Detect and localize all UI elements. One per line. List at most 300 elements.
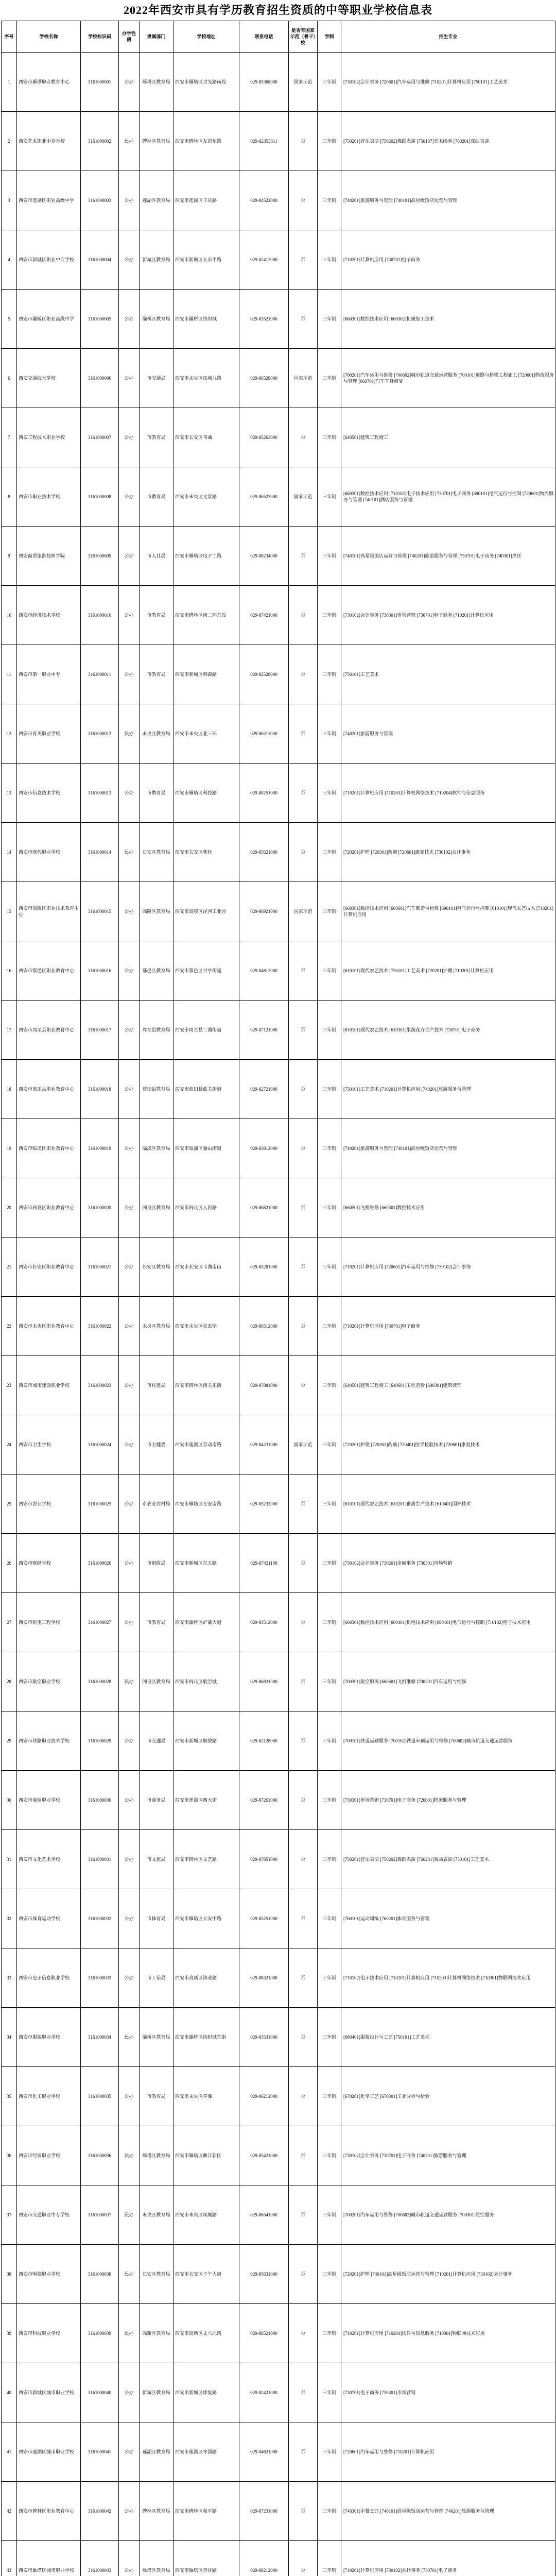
cell-school-name: 西安市现代职业学校 — [17, 823, 81, 882]
cell-address: 西安市未央区草滩 — [173, 2067, 239, 2126]
cell-no: 20 — [2, 1178, 17, 1238]
header-system: 学制 — [318, 21, 341, 53]
cell-majors: [760101]运动训练 [760201]体育服务与管理 — [341, 1889, 555, 1948]
cell-nature: 公办 — [119, 1356, 140, 1415]
cell-system: 三年制 — [318, 1178, 341, 1238]
cell-school-code: 3161000042 — [81, 2482, 119, 2541]
cell-address: 西安市灞桥区纺织城东街 — [173, 2008, 239, 2067]
cell-dept: 市住建局 — [140, 1356, 173, 1415]
cell-majors: [660301]数控技术应用 [660601]汽车制造与检修 [690101]电气运行与控制 [610101]现代农艺技术 [710201]计算机应用 — [341, 882, 555, 941]
cell-nature: 公办 — [119, 1771, 140, 1830]
cell-school-name: 西安市第一职业中专 — [17, 645, 81, 704]
cell-no: 39 — [2, 2304, 17, 2363]
cell-system: 三年制 — [318, 2363, 341, 2422]
cell-no: 37 — [2, 2185, 17, 2245]
cell-no: 31 — [2, 1830, 17, 1889]
header-no: 序号 — [2, 21, 17, 53]
cell-address: 西安市高陵区泾河工业园 — [173, 882, 239, 941]
document-title: 2022年西安市具有学历教育招生资质的中等职业学校信息表 — [123, 4, 432, 16]
cell-school-code: 3161000001 — [81, 53, 119, 112]
cell-school-code: 3161000039 — [81, 2304, 119, 2363]
cell-phone: 029-83531000 — [239, 2008, 289, 2067]
cell-address: 西安市雁塔区科技路 — [173, 764, 239, 823]
cell-no: 12 — [2, 704, 17, 764]
cell-address: 西安市雁塔区电子二路 — [173, 527, 239, 586]
cell-dept: 碑林区教育局 — [140, 112, 173, 171]
cell-system: 三年制 — [318, 408, 341, 467]
cell-phone: 029-85631000 — [239, 2245, 289, 2304]
cell-school-code: 3161000002 — [81, 112, 119, 171]
cell-demo: 国家示范 — [289, 1415, 318, 1475]
cell-system: 三年制 — [318, 2067, 341, 2126]
cell-majors: [740301]中餐烹饪 [740101]高星级饭店运营与管理 [740201]旅游服务与管理 — [341, 2482, 555, 2541]
cell-nature: 民办 — [119, 2185, 140, 2245]
cell-demo: 否 — [289, 2482, 318, 2541]
cell-phone: 029-88234000 — [239, 527, 289, 586]
cell-demo: 否 — [289, 2245, 318, 2304]
cell-school-name: 西安市农业学校 — [17, 1475, 81, 1534]
header-majors: 招生专业 — [341, 21, 555, 53]
table-row — [2, 349, 555, 408]
table-row — [2, 2067, 555, 2126]
cell-phone: 029-85621000 — [239, 823, 289, 882]
table-row — [2, 2422, 555, 2482]
cell-nature: 公办 — [119, 2541, 140, 2576]
table-row — [2, 1060, 555, 1119]
cell-phone: 029-82412000 — [239, 230, 289, 290]
cell-school-name: 西安市蓝田县职业教育中心 — [17, 1060, 81, 1119]
cell-address: 西安市雁塔区长安南路 — [173, 1475, 239, 1534]
cell-school-code: 3161000018 — [81, 1060, 119, 1119]
cell-phone: 029-84812000 — [239, 941, 289, 1001]
cell-address: 西安市雁塔区吉祥路 — [173, 2541, 239, 2576]
cell-school-name: 西安交通技术学校 — [17, 349, 81, 408]
cell-address: 西安市灞桥区浐灞大道 — [173, 1593, 239, 1652]
cell-system: 三年制 — [318, 941, 341, 1001]
cell-demo: 否 — [289, 2363, 318, 2422]
cell-school-name: 西安市碑林区职业教育中心 — [17, 2482, 81, 2541]
cell-school-code: 3161000008 — [81, 467, 119, 527]
cell-school-code: 3161000004 — [81, 230, 119, 290]
cell-address: 西安市高新区丈八北路 — [173, 2304, 239, 2363]
cell-demo: 否 — [289, 1356, 318, 1415]
cell-no: 40 — [2, 2363, 17, 2422]
cell-phone: 029-86831000 — [239, 1652, 289, 1711]
header-dept: 隶属部门 — [140, 21, 173, 53]
cell-nature: 公办 — [119, 230, 140, 290]
cell-school-code: 3161000015 — [81, 882, 119, 941]
cell-nature: 公办 — [119, 53, 140, 112]
cell-school-code: 3161000016 — [81, 941, 119, 1001]
cell-system: 三年制 — [318, 1001, 341, 1060]
cell-system: 三年制 — [318, 1711, 341, 1771]
cell-system: 三年制 — [318, 1356, 341, 1415]
cell-nature: 公办 — [119, 2482, 140, 2541]
cell-nature: 公办 — [119, 2422, 140, 2482]
cell-school-name: 西安市城市建设职业学校 — [17, 1356, 81, 1415]
cell-dept: 阎良区教育局 — [140, 1652, 173, 1711]
cell-school-name: 西安市科技职业学校 — [17, 2304, 81, 2363]
cell-phone: 029-86541000 — [239, 2185, 289, 2245]
cell-demo: 否 — [289, 112, 318, 171]
cell-school-code: 3161000040 — [81, 2363, 119, 2422]
table-row — [2, 1178, 555, 1238]
header-nature: 办学性质 — [119, 21, 140, 53]
cell-school-name: 西安市周至县职业教育中心 — [17, 1001, 81, 1060]
cell-school-code: 3161000038 — [81, 2245, 119, 2304]
cell-no: 14 — [2, 823, 17, 882]
cell-school-name: 西安市信息技术学校 — [17, 764, 81, 823]
table-row — [2, 112, 555, 171]
cell-no: 34 — [2, 2008, 17, 2067]
schools-table — [1, 21, 555, 2576]
table-row — [2, 1771, 555, 1830]
cell-demo: 否 — [289, 2008, 318, 2067]
cell-nature: 公办 — [119, 1178, 140, 1238]
cell-nature: 公办 — [119, 1415, 140, 1475]
cell-nature: 公办 — [119, 467, 140, 527]
cell-school-name: 西安市高陵区职业技术教育中心 — [17, 882, 81, 941]
cell-no: 38 — [2, 2245, 17, 2304]
cell-majors: [700101]铁道运输服务 [700102]铁道车辆运用与检修 [700602]城市轨道交通运营服务 — [341, 1711, 555, 1771]
cell-dept: 市教育局 — [140, 2067, 173, 2126]
table-row — [2, 2126, 555, 2185]
cell-phone: 029-83521000 — [239, 290, 289, 349]
cell-phone: 029-86921000 — [239, 882, 289, 941]
table-row — [2, 408, 555, 467]
cell-system: 三年制 — [318, 2008, 341, 2067]
cell-dept: 市交通局 — [140, 1711, 173, 1771]
cell-phone: 029-82128000 — [239, 1711, 289, 1771]
cell-nature: 公办 — [119, 1534, 140, 1593]
cell-dept: 市商务局 — [140, 1771, 173, 1830]
cell-dept: 灞桥区教育局 — [140, 2008, 173, 2067]
cell-address: 西安市未央区张家堡 — [173, 1297, 239, 1356]
cell-school-code: 3161000012 — [81, 704, 119, 764]
cell-system: 三年制 — [318, 1238, 341, 1297]
cell-nature: 公办 — [119, 1830, 140, 1889]
cell-school-code: 3161000028 — [81, 1652, 119, 1711]
cell-system: 三年制 — [318, 2541, 341, 2576]
table-row — [2, 230, 555, 290]
cell-address: 西安市蓝田县蓝关街道 — [173, 1060, 239, 1119]
cell-demo: 否 — [289, 1060, 318, 1119]
cell-nature: 公办 — [119, 408, 140, 467]
cell-majors: [720201]护理 [720301]药剂 [720601]康复技术 [730102]会计事务 — [341, 823, 555, 882]
cell-system: 三年制 — [318, 2482, 341, 2541]
table-row — [2, 2008, 555, 2067]
table-row — [2, 586, 555, 645]
cell-school-name: 西安市雁塔职业教育中心 — [17, 53, 81, 112]
cell-dept: 未央区教育局 — [140, 704, 173, 764]
cell-school-code: 3161000011 — [81, 645, 119, 704]
cell-school-name: 西安工程技术职业学校 — [17, 408, 81, 467]
cell-nature: 公办 — [119, 1001, 140, 1060]
cell-system: 三年制 — [318, 112, 341, 171]
cell-no: 42 — [2, 2482, 17, 2541]
cell-address: 西安市雁塔区曲江新区 — [173, 2126, 239, 2185]
cell-address: 西安市莲湖区西大街 — [173, 1771, 239, 1830]
cell-school-name: 西安市莲湖区职业高级中学 — [17, 171, 81, 230]
cell-dept: 未央区教育局 — [140, 1297, 173, 1356]
cell-school-code: 3161000027 — [81, 1593, 119, 1652]
cell-no: 32 — [2, 1889, 17, 1948]
cell-majors: [660501]飞机维修 [660301]数控技术应用 — [341, 1178, 555, 1238]
cell-school-code: 3161000022 — [81, 1297, 119, 1356]
cell-school-code: 3161000013 — [81, 764, 119, 823]
cell-dept: 长安区教育局 — [140, 823, 173, 882]
table-row — [2, 527, 555, 586]
cell-demo: 国家示范 — [289, 349, 318, 408]
cell-school-code: 3161000006 — [81, 349, 119, 408]
table-row — [2, 1415, 555, 1475]
cell-nature: 公办 — [119, 1593, 140, 1652]
cell-majors: [670201]化学工艺 [670301]工业分析与检验 — [341, 2067, 555, 2126]
cell-dept: 市教育局 — [140, 586, 173, 645]
cell-phone: 029-84231000 — [239, 1415, 289, 1475]
cell-no: 13 — [2, 764, 17, 823]
table-header-row — [2, 21, 555, 53]
cell-nature: 公办 — [119, 1475, 140, 1534]
cell-majors: [640501]建筑工程施工 — [341, 408, 555, 467]
cell-demo: 否 — [289, 408, 318, 467]
cell-demo: 否 — [289, 586, 318, 645]
cell-no: 35 — [2, 2067, 17, 2126]
cell-phone: 029-84522000 — [239, 171, 289, 230]
cell-dept: 市卫健委 — [140, 1415, 173, 1475]
cell-phone: 029-88251000 — [239, 764, 289, 823]
cell-phone: 029-85251000 — [239, 1889, 289, 1948]
header-code: 学校标识码 — [81, 21, 119, 53]
cell-phone: 029-87851000 — [239, 1830, 289, 1889]
cell-dept: 长安区教育局 — [140, 1238, 173, 1297]
cell-majors: [750201]音乐表演 [750202]舞蹈表演 [750107]美术绘画 [760201]戏曲表演 — [341, 112, 555, 171]
cell-dept: 市交通局 — [140, 349, 173, 408]
table-row — [2, 2245, 555, 2304]
cell-system: 三年制 — [318, 1889, 341, 1948]
table-row — [2, 2482, 555, 2541]
cell-system: 三年制 — [318, 527, 341, 586]
cell-address: 西安市碑林区和平路 — [173, 2482, 239, 2541]
cell-school-code: 3161000019 — [81, 1119, 119, 1178]
cell-dept: 新城区教育局 — [140, 2363, 173, 2422]
table-row — [2, 1356, 555, 1415]
cell-system: 三年制 — [318, 704, 341, 764]
cell-demo: 否 — [289, 941, 318, 1001]
cell-system: 三年制 — [318, 882, 341, 941]
cell-address: 西安市灞桥区纺织城 — [173, 290, 239, 349]
table-row — [2, 1119, 555, 1178]
cell-dept: 周至县教育局 — [140, 1001, 173, 1060]
cell-system: 三年制 — [318, 2422, 341, 2482]
cell-school-name: 西安市电子信息职业学校 — [17, 1948, 81, 2008]
cell-phone: 029-85263000 — [239, 408, 289, 467]
cell-majors: [720201]护理 [740101]高星级饭店运营与管理 [710201]计算机应用 [730102]会计事务 — [341, 2245, 555, 2304]
cell-dept: 阎良区教育局 — [140, 1178, 173, 1238]
cell-majors: [730102]会计事务 [730301]市场营销 [730701]电子商务 [710201]计算机应用 — [341, 586, 555, 645]
table-row — [2, 1711, 555, 1771]
cell-school-name: 西安市职业技术学校 — [17, 467, 81, 527]
cell-majors: [660301]数控技术应用 [660401]机电技术应用 [690101]电气运行与控制 [710102]电子技术应用 — [341, 1593, 555, 1652]
cell-address: 西安市长安区韦曲 — [173, 408, 239, 467]
cell-nature: 民办 — [119, 704, 140, 764]
cell-phone: 029-88521000 — [239, 2304, 289, 2363]
cell-address: 西安市未央区凤城路 — [173, 2185, 239, 2245]
cell-phone: 029-87421000 — [239, 586, 289, 645]
cell-demo: 否 — [289, 230, 318, 290]
table-row — [2, 1238, 555, 1297]
cell-system: 三年制 — [318, 1119, 341, 1178]
cell-nature: 公办 — [119, 1238, 140, 1297]
table-row — [2, 1297, 555, 1356]
cell-majors: [730301]市场营销 [730701]电子商务 [720601]物流服务与管理 — [341, 1771, 555, 1830]
cell-dept: 临潼区教育局 — [140, 1119, 173, 1178]
cell-no: 10 — [2, 586, 17, 645]
cell-school-name: 西安市卫生学校 — [17, 1415, 81, 1475]
cell-address: 西安市新城区康复路 — [173, 2363, 239, 2422]
cell-phone: 029-87121000 — [239, 1001, 289, 1060]
cell-demo: 国家示范 — [289, 467, 318, 527]
cell-nature: 公办 — [119, 1889, 140, 1948]
cell-phone: 029-85368000 — [239, 53, 289, 112]
cell-demo: 否 — [289, 764, 318, 823]
cell-demo: 否 — [289, 1830, 318, 1889]
cell-no: 5 — [2, 290, 17, 349]
cell-nature: 民办 — [119, 2126, 140, 2185]
cell-system: 三年制 — [318, 1415, 341, 1475]
cell-no: 36 — [2, 2126, 17, 2185]
cell-no: 33 — [2, 1948, 17, 2008]
cell-school-name: 西安市莲湖区城市职业学校 — [17, 2422, 81, 2482]
cell-address: 西安市新城区长乐中路 — [173, 230, 239, 290]
cell-no: 27 — [2, 1593, 17, 1652]
cell-phone: 029-82721000 — [239, 1060, 289, 1119]
cell-address: 西安市雁塔区含光路南段 — [173, 53, 239, 112]
cell-majors: [730701]电子商务 [730301]市场营销 — [341, 2363, 555, 2422]
cell-school-name: 西安市明德职业学校 — [17, 2245, 81, 2304]
cell-majors: [710201]计算机应用 [710204]软件与信息服务 [710301]物联网技术应用 — [341, 2304, 555, 2363]
table-row — [2, 1830, 555, 1889]
cell-phone: 029-86212000 — [239, 2067, 289, 2126]
cell-school-name: 西安市长安区职业教育中心 — [17, 1238, 81, 1297]
cell-school-code: 3161000036 — [81, 2126, 119, 2185]
cell-school-name: 西安市体育运动学校 — [17, 1889, 81, 1948]
cell-phone: 029-88321000 — [239, 1948, 289, 2008]
cell-no: 15 — [2, 882, 17, 941]
cell-phone: 029-87261000 — [239, 1771, 289, 1830]
cell-demo: 否 — [289, 527, 318, 586]
cell-no: 29 — [2, 1711, 17, 1771]
cell-demo: 否 — [289, 1119, 318, 1178]
cell-majors: [750201]音乐表演 [750202]舞蹈表演 [760201]戏曲表演 [750101]工艺美术 — [341, 1830, 555, 1889]
cell-nature: 民办 — [119, 112, 140, 171]
cell-no: 4 — [2, 230, 17, 290]
cell-phone: 029-87231000 — [239, 2482, 289, 2541]
table-row — [2, 171, 555, 230]
cell-address: 西安市碑林区友谊东路 — [173, 112, 239, 171]
cell-no: 19 — [2, 1119, 17, 1178]
cell-phone: 029-82353611 — [239, 112, 289, 171]
cell-system: 三年制 — [318, 1297, 341, 1356]
cell-school-code: 3161000020 — [81, 1178, 119, 1238]
cell-majors: [680401]服装设计与工艺 [750101]工艺美术 — [341, 2008, 555, 2067]
table-row — [2, 823, 555, 882]
cell-school-name: 西安市文化艺术学校 — [17, 1830, 81, 1889]
cell-dept: 市教育局 — [140, 408, 173, 467]
cell-system: 三年制 — [318, 349, 341, 408]
cell-system: 三年制 — [318, 2304, 341, 2363]
cell-address: 西安市阎良区人民路 — [173, 1178, 239, 1238]
cell-no: 17 — [2, 1001, 17, 1060]
cell-phone: 029-82421000 — [239, 2363, 289, 2422]
cell-address: 西安市雁塔区长安中路 — [173, 1889, 239, 1948]
cell-system: 三年制 — [318, 2245, 341, 2304]
cell-address: 西安市未央区凤城九路 — [173, 349, 239, 408]
table-row — [2, 1534, 555, 1593]
cell-school-name: 西安市新城区职业中专学校 — [17, 230, 81, 290]
cell-dept: 市教育局 — [140, 467, 173, 527]
cell-dept: 市财政局 — [140, 1534, 173, 1593]
table-row — [2, 704, 555, 764]
cell-majors: [710102]电子技术应用 [710201]计算机应用 [710203]计算机网络技术 [710301]物联网技术应用 — [341, 1948, 555, 2008]
cell-no: 24 — [2, 1415, 17, 1475]
cell-dept: 高新区教育局 — [140, 2304, 173, 2363]
cell-nature: 公办 — [119, 1297, 140, 1356]
table-row — [2, 2304, 555, 2363]
cell-phone: 029-86528000 — [239, 349, 289, 408]
cell-majors: [640501]建筑工程施工 [640601]工程造价 [640301]建筑装饰 — [341, 1356, 555, 1415]
cell-system: 三年制 — [318, 1060, 341, 1119]
cell-phone: 029-86522000 — [239, 467, 289, 527]
cell-dept: 新城区教育局 — [140, 230, 173, 290]
cell-majors: [720201]护理 [720301]药剂 [720401]医学检验技术 [720601]康复技术 — [341, 1415, 555, 1475]
cell-majors: [750101]工艺美术 [710201]计算机应用 [740201]旅游服务与管理 — [341, 1060, 555, 1119]
cell-dept: 鄠邑区教育局 — [140, 941, 173, 1001]
cell-dept: 市人社局 — [140, 527, 173, 586]
cell-school-code: 3161000023 — [81, 1356, 119, 1415]
cell-nature: 民办 — [119, 2304, 140, 2363]
cell-majors: [740201]旅游服务与管理 [740101]高星级饭店运营与管理 — [341, 171, 555, 230]
cell-dept: 市文旅局 — [140, 1830, 173, 1889]
cell-phone: 029-83812000 — [239, 1119, 289, 1178]
cell-school-name: 西安市铁路职业技术学校 — [17, 1711, 81, 1771]
cell-demo: 否 — [289, 1771, 318, 1830]
table-row — [2, 2541, 555, 2576]
cell-address: 西安市新城区韩森路 — [173, 645, 239, 704]
cell-majors: [660301]数控技术应用 [660302]机械加工技术 — [341, 290, 555, 349]
cell-dept: 碑林区教育局 — [140, 2482, 173, 2541]
table-row — [2, 290, 555, 349]
table-row — [2, 2363, 555, 2422]
cell-address: 西安市鄠邑区甘亭街道 — [173, 941, 239, 1001]
cell-school-code: 3161000009 — [81, 527, 119, 586]
cell-nature: 公办 — [119, 349, 140, 408]
cell-phone: 029-86512000 — [239, 1297, 289, 1356]
cell-demo: 否 — [289, 2541, 318, 2576]
cell-address: 西安市阎良区航空城 — [173, 1652, 239, 1711]
cell-system: 三年制 — [318, 1771, 341, 1830]
cell-school-code: 3161000005 — [81, 290, 119, 349]
table-row — [2, 53, 555, 112]
cell-address: 西安市莲湖区劳动南路 — [173, 1415, 239, 1475]
cell-system: 三年制 — [318, 1830, 341, 1889]
header-demo: 是否有国家示范（骨干）校 — [289, 21, 318, 53]
cell-system: 三年制 — [318, 823, 341, 882]
cell-majors: [610101]现代农艺技术 [610301]果蔬花卉生产技术 [730701]电子商务 — [341, 1001, 555, 1060]
cell-no: 11 — [2, 645, 17, 704]
cell-phone: 029-87881000 — [239, 1356, 289, 1415]
cell-dept: 蓝田县教育局 — [140, 1060, 173, 1119]
